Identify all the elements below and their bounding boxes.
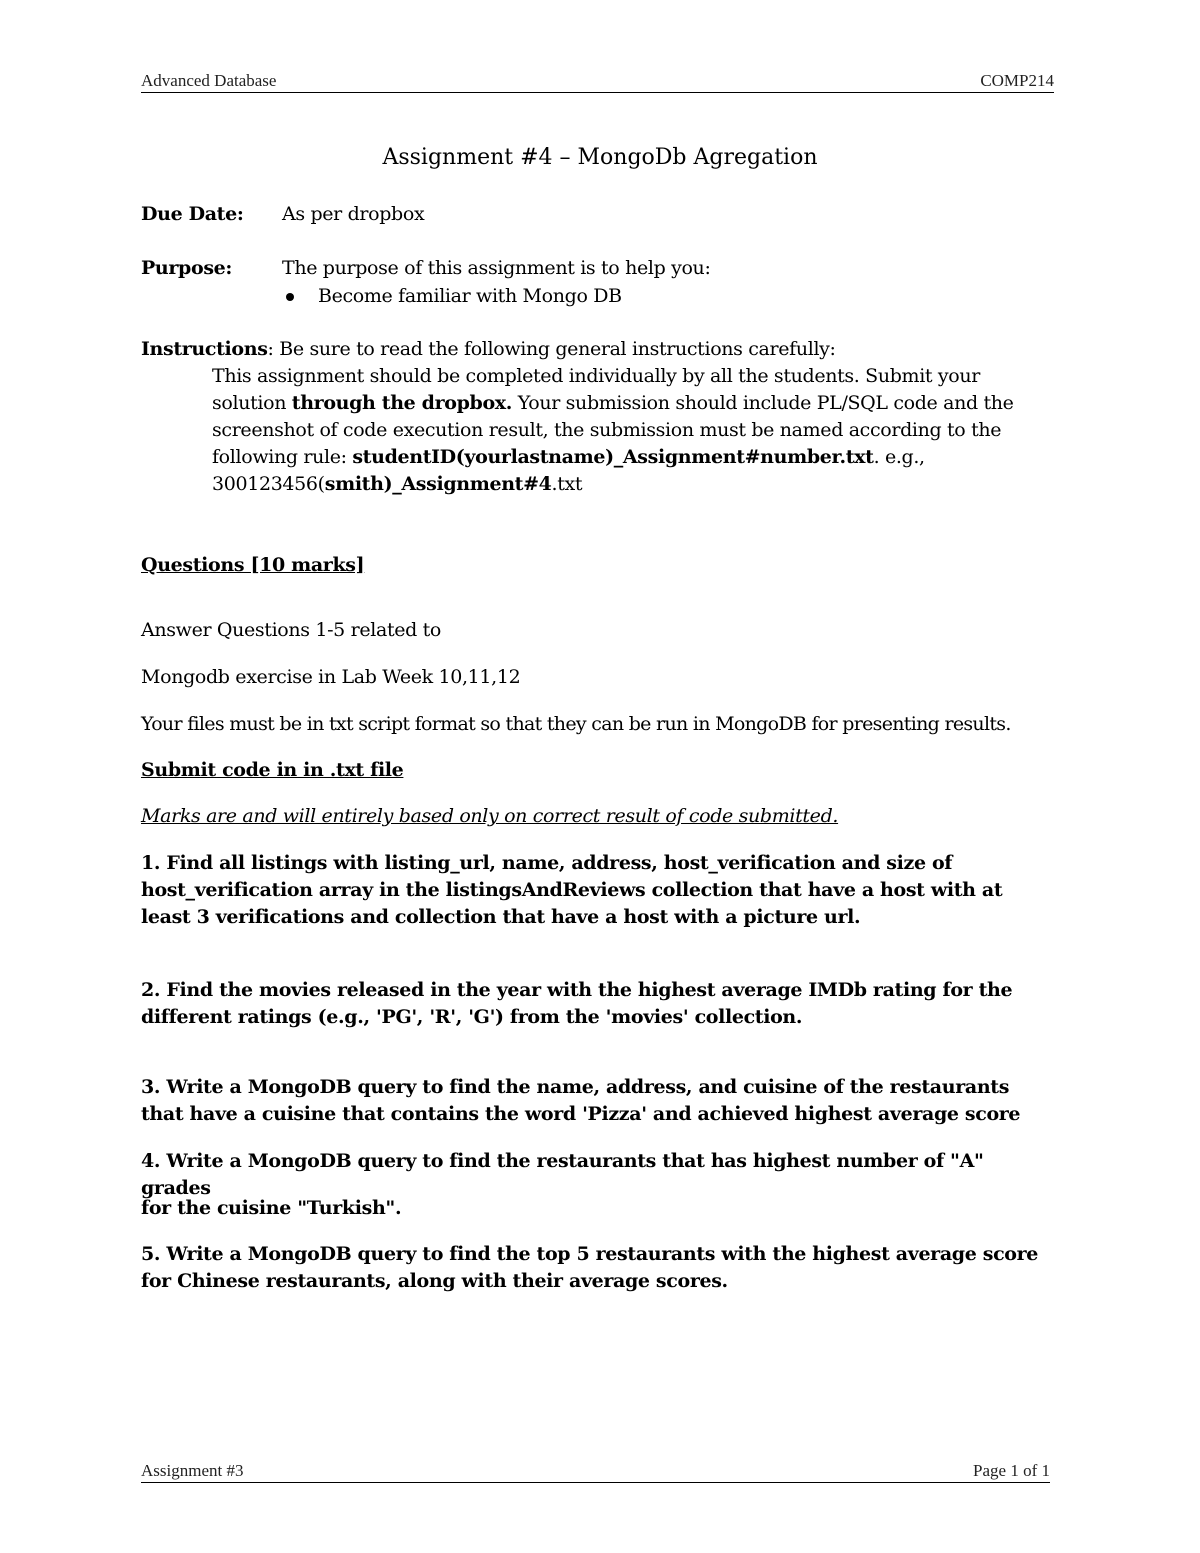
purpose-value: The purpose of this assignment is to help you: [282,257,711,279]
due-date-value: As per dropbox [282,203,425,225]
naming-rule: studentID(yourlastname)_Assignment#number.txt [352,446,874,468]
bullet-icon [286,293,294,301]
question-2: 2. Find the movies released in the year with the highest average IMDb rating for the different ratings (e.g., 'PG', 'R', 'G') from the 'movies' collection. [141,979,1013,1028]
page-footer [141,1460,1050,1483]
instructions-intro: : Be sure to read the following general instructions carefully: [267,338,836,360]
naming-example: smith)_Assignment#4 [324,473,552,495]
marks-line [141,803,1061,830]
lab-line: Mongodb exercise in Lab Week 10,11,12 [141,666,521,688]
purpose-label: Purpose: [141,257,233,279]
instructions-text-1: This assignment should be completed individually by all the students. Submit your solution [212,365,980,414]
instructions-paragraph [212,363,1052,498]
format-line: Your files must be in txt script format so that they can be run in MongoDB for presenting results. [141,713,1011,735]
question-3: 3. Write a MongoDB query to find the name, address, and cuisine of the restaurants that have a cuisine that contains the word 'Pizza' and achieved highest average score [141,1076,1021,1125]
footer-page-number: Page 1 of 1 [973,1461,1050,1480]
marks-line-text: Marks are and will entirely based only on correct result of code submitted. [141,805,839,827]
question-4-continued: for the cuisine "Turkish". [141,1197,402,1219]
answer-line: Answer Questions 1-5 related to [141,619,441,641]
question-5: 5. Write a MongoDB query to find the top 5 restaurants with the highest average score for Chinese restaurants, along with their average scores. [141,1243,1039,1292]
questions-heading [141,552,1061,579]
instructions-text-3: . e.g., 300123456( [212,446,925,495]
questions-heading-text: Questions [10 marks] [141,554,365,576]
submit-line-text: Submit code in in .txt file [141,759,404,781]
instructions-label: Instructions [141,338,268,360]
question-4: 4. Write a MongoDB query to find the restaurants that has highest number of "A" grades [141,1150,984,1199]
instructions-heading [141,336,1061,363]
page-header [141,70,1054,93]
header-course-code: COMP214 [980,71,1054,90]
instructions-text-2: Your submission should include PL/SQL code and the screenshot of code execution result, the submission must be named according to the following rule: [212,392,1014,468]
document-title: Assignment #4 – MongoDb Agregation [382,145,818,170]
instructions-text-4: .txt [551,473,583,495]
instructions-dropbox-bold: through the dropbox. [291,392,513,414]
submit-line [141,757,1061,784]
purpose-bullet-text: Become familiar with Mongo DB [318,285,622,307]
header-course-name: Advanced Database [141,71,277,90]
due-date-label: Due Date: [141,203,244,225]
question-1: 1. Find all listings with listing_url, name, address, host_verification and size of host_verification array in the listingsAndReviews collection that have a host with at least 3 verifications and collection that have a host with a picture url. [141,852,1003,928]
footer-assignment-label: Assignment #3 [141,1461,244,1480]
